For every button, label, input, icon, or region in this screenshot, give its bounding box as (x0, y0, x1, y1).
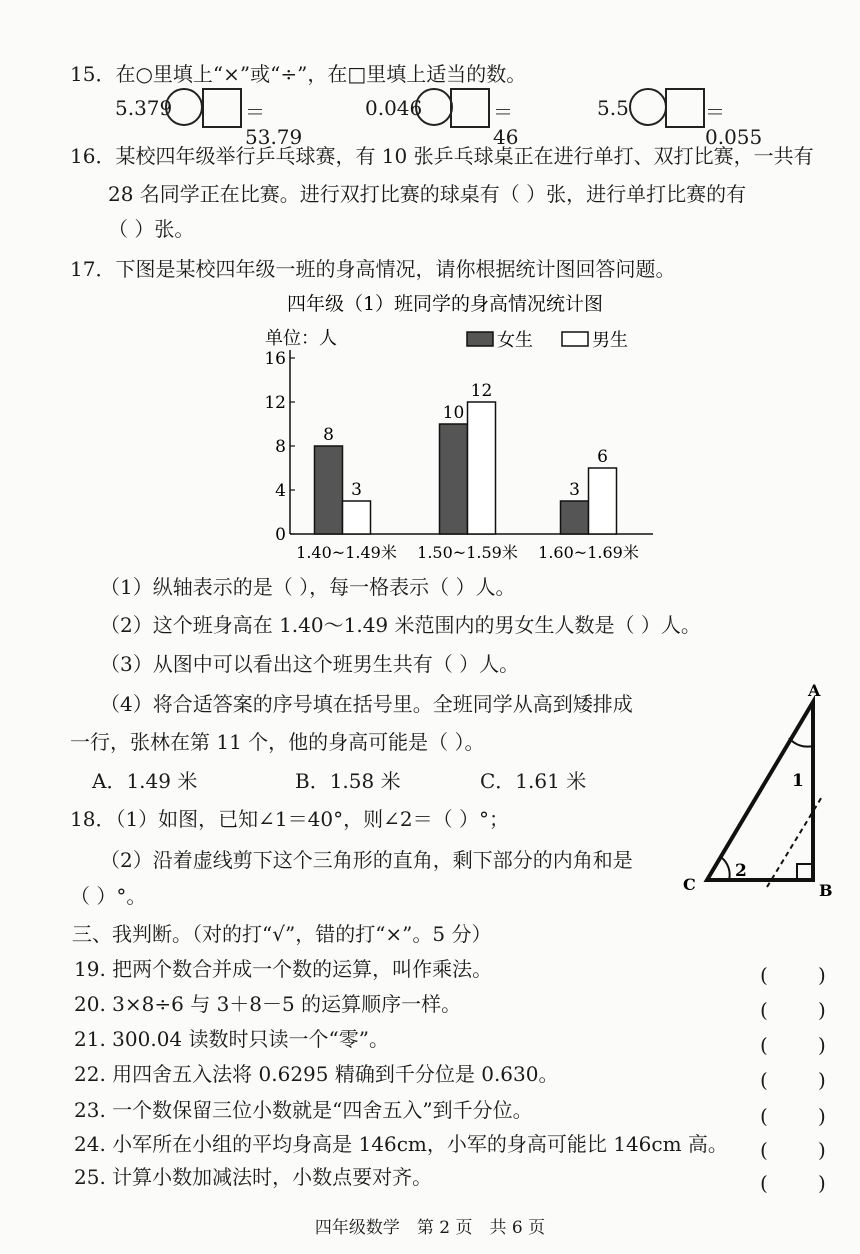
judgement-item: 22. 用四舍五入法将 0.6295 精确到千分位是 0.630。 (74, 1062, 559, 1086)
x-category-label: 1.50~1.59米 (417, 543, 518, 562)
answer-box-3[interactable] (665, 88, 705, 128)
answer-box-1[interactable] (202, 88, 242, 128)
q15-expr1-right: ＝53.79 (245, 100, 303, 149)
question-18-sub-2b: （ ）°。 (70, 884, 147, 908)
y-tick-label: 12 (264, 393, 286, 413)
judgement-item: 20. 3×8÷6 与 3＋8－5 的运算顺序一样。 (74, 992, 462, 1016)
y-tick-label: 4 (275, 481, 286, 501)
question-16-line-2: 28 名同学正在比赛。进行双打比赛的球桌有（ ）张，进行单打比赛的有 (108, 182, 747, 206)
answer-box-2[interactable] (450, 88, 490, 128)
question-17-sub-1: （1）纵轴表示的是（ ），每一格表示（ ）人。 (100, 575, 516, 599)
answer-paren-open[interactable]: ( (760, 1068, 768, 1092)
bar-male (343, 501, 371, 534)
question-18-sub-1: 18．（1）如图，已知∠1＝40°，则∠2＝（ ）°； (70, 807, 509, 831)
judgement-item: 24. 小军所在小组的平均身高是 146cm，小军的身高可能比 146cm 高。 (74, 1132, 728, 1156)
answer-paren-close[interactable]: ) (818, 1104, 826, 1128)
angle-2-label: 2 (735, 861, 747, 881)
q15-expr2-left: 0.046 (365, 96, 423, 120)
judgement-item: 25. 计算小数加减法时，小数点要对齐。 (74, 1165, 433, 1189)
vertex-c-label: C (683, 875, 696, 894)
operator-circle-3[interactable] (629, 88, 667, 126)
y-tick-label: 16 (264, 349, 286, 369)
y-tick-label: 0 (275, 525, 286, 545)
question-16-line-3: （ ）张。 (108, 217, 195, 241)
question-17-sub-4a: （4）将合适答案的序号填在括号里。全班同学从高到矮排成 (100, 692, 633, 716)
bar-female (561, 501, 589, 534)
bar-value-label: 3 (351, 480, 362, 500)
bar-female (315, 446, 343, 534)
legend-label: 女生 (497, 330, 533, 351)
x-category-label: 1.60~1.69米 (538, 543, 639, 562)
bar-value-label: 8 (323, 425, 334, 445)
legend-swatch (467, 332, 493, 346)
judgement-item: 23. 一个数保留三位小数就是“四舍五入”到千分位。 (74, 1098, 533, 1122)
bar-value-label: 10 (442, 403, 465, 423)
bar-value-label: 3 (569, 480, 580, 500)
answer-paren-open[interactable]: ( (760, 963, 768, 987)
triangle-shape (707, 702, 813, 880)
answer-paren-open[interactable]: ( (760, 1033, 768, 1057)
right-triangle-figure (675, 680, 845, 905)
answer-paren-close[interactable]: ) (818, 1033, 826, 1057)
question-17-text: 17．下图是某校四年级一班的身高情况，请你根据统计图回答问题。 (70, 257, 676, 281)
legend-label: 男生 (592, 330, 628, 351)
chart-bars (296, 381, 639, 562)
right-angle-mark (797, 864, 813, 880)
answer-paren-open[interactable]: ( (760, 1138, 768, 1162)
bar-female (440, 424, 468, 534)
question-16-line-1: 16．某校四年级举行乒乓球赛，有 10 张乒乓球桌正在进行单打、双打比赛，一共有 (70, 144, 814, 168)
bar-male (589, 468, 617, 534)
q15-expr3-right: ＝0.055 (705, 100, 763, 149)
operator-circle-1[interactable] (165, 88, 203, 126)
operator-circle-2[interactable] (415, 88, 453, 126)
q15-expr1-left: 5.379 (115, 96, 173, 120)
y-tick-label: 8 (275, 437, 286, 457)
option-c[interactable]: C．1.61 米 (480, 769, 587, 793)
option-a[interactable]: A．1.49 米 (92, 769, 198, 793)
x-category-label: 1.40~1.49米 (296, 543, 397, 562)
judgement-item: 19. 把两个数合并成一个数的运算，叫作乘法。 (74, 957, 493, 981)
angle-1-label: 1 (792, 771, 804, 791)
question-18-sub-2a: （2）沿着虚线剪下这个三角形的直角，剩下部分的内角和是 (100, 848, 633, 872)
page-footer: 四年级数学 第 2 页 共 6 页 (314, 1218, 546, 1238)
answer-paren-close[interactable]: ) (818, 1068, 826, 1092)
question-17-sub-2: （2）这个班身高在 1.40～1.49 米范围内的男女生人数是（ ）人。 (100, 613, 701, 637)
chart-ylabel: 单位：人 (265, 328, 337, 349)
angle-2-arc (722, 858, 730, 880)
q15-expr3-left: 5.5 (597, 96, 629, 120)
legend-swatch (562, 332, 588, 346)
judgement-item: 21. 300.04 读数时只读一个“零”。 (74, 1027, 389, 1051)
vertex-a-label: A (808, 681, 821, 700)
answer-paren-close[interactable]: ) (818, 1171, 826, 1195)
question-15-text: 15．在○里填上“×”或“÷”，在□里填上适当的数。 (70, 62, 527, 86)
chart-legend (467, 330, 628, 351)
height-bar-chart (255, 288, 665, 568)
option-b[interactable]: B．1.58 米 (295, 769, 401, 793)
answer-paren-close[interactable]: ) (818, 1138, 826, 1162)
answer-paren-open[interactable]: ( (760, 1171, 768, 1195)
bar-value-label: 6 (597, 447, 608, 467)
answer-paren-open[interactable]: ( (760, 998, 768, 1022)
bar-value-label: 12 (470, 381, 493, 401)
question-17-sub-3: （3）从图中可以看出这个班男生共有（ ）人。 (100, 652, 520, 676)
question-17-sub-4b: 一行，张林在第 11 个，他的身高可能是（ ）。 (70, 730, 485, 754)
q15-expr2-right: ＝46 (493, 100, 519, 149)
bar-male (468, 402, 496, 534)
answer-paren-close[interactable]: ) (818, 998, 826, 1022)
vertex-b-label: B (819, 881, 833, 900)
section-3-heading: 三、我判断。（对的打“√”，错的打“×”。5 分） (72, 922, 492, 946)
chart-title: 四年级（1）班同学的身高情况统计图 (286, 293, 604, 315)
answer-paren-close[interactable]: ) (818, 963, 826, 987)
answer-paren-open[interactable]: ( (760, 1104, 768, 1128)
